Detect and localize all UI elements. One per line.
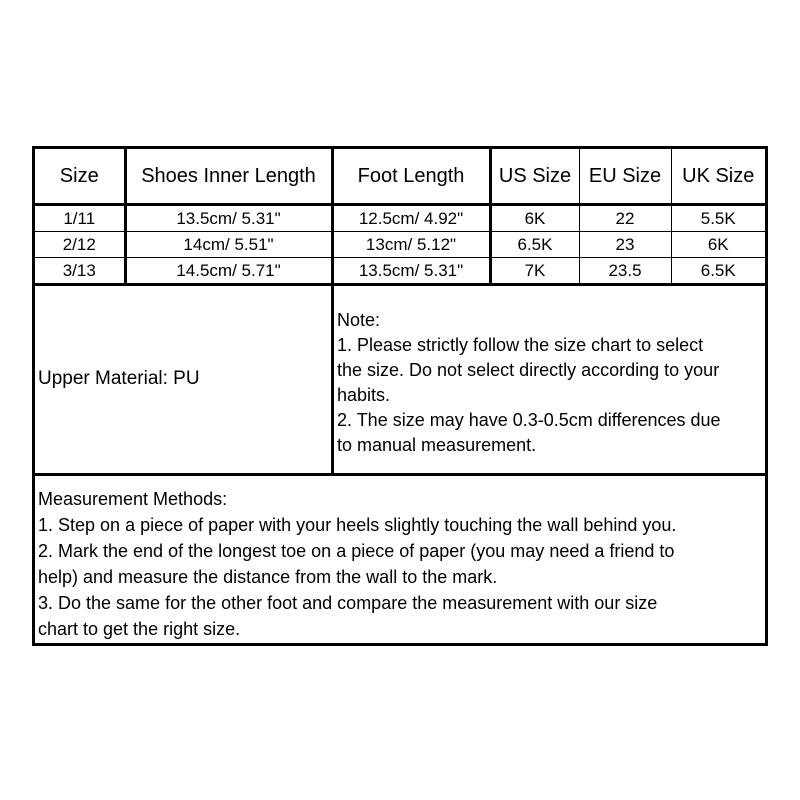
- methods-line: 1. Step on a piece of paper with your heels slightly touching the wall behind you.: [38, 515, 677, 535]
- table-row: [35, 232, 765, 258]
- cell-uk-size: 5.5K: [671, 205, 765, 232]
- cell-size: 3/13: [35, 258, 125, 284]
- cell-foot-length: 12.5cm/ 4.92": [332, 205, 490, 232]
- note-line: 2. The size may have 0.3-0.5cm differences due: [337, 410, 721, 430]
- header-inner-length: Shoes Inner Length: [125, 149, 332, 205]
- size-table: [35, 149, 765, 283]
- cell-us-size: 6.5K: [490, 232, 579, 258]
- note-line: 1. Please strictly follow the size chart to select: [337, 335, 704, 355]
- cell-foot-length: 13cm/ 5.12": [332, 232, 490, 258]
- cell-uk-size: 6.5K: [671, 258, 765, 284]
- size-chart: [32, 146, 768, 646]
- cell-eu-size: 23: [579, 232, 671, 258]
- methods-title: Measurement Methods:: [38, 489, 228, 509]
- methods-line: 3. Do the same for the other foot and compare the measurement with our size: [38, 593, 658, 613]
- cell-inner-length: 14.5cm/ 5.71": [125, 258, 332, 284]
- methods-line: help) and measure the distance from the wall to the mark.: [38, 567, 498, 587]
- note-block: [337, 308, 765, 458]
- material-note-section: [35, 283, 765, 476]
- methods-line: 2. Mark the end of the longest toe on a piece of paper (you may need a friend to: [38, 541, 675, 561]
- header-foot-length: Foot Length: [332, 149, 490, 205]
- cell-size: 2/12: [35, 232, 125, 258]
- table-header-row: [35, 149, 765, 205]
- cell-us-size: 6K: [490, 205, 579, 232]
- table-row: [35, 205, 765, 232]
- header-eu-size: EU Size: [579, 149, 671, 205]
- cell-size: 1/11: [35, 205, 125, 232]
- upper-material: Upper Material: PU: [38, 368, 200, 389]
- note-title: Note:: [337, 310, 381, 330]
- cell-uk-size: 6K: [671, 232, 765, 258]
- cell-inner-length: 13.5cm/ 5.31": [125, 205, 332, 232]
- cell-us-size: 7K: [490, 258, 579, 284]
- cell-eu-size: 22: [579, 205, 671, 232]
- methods-line: chart to get the right size.: [38, 619, 241, 639]
- header-uk-size: UK Size: [671, 149, 765, 205]
- measurement-methods: [38, 486, 763, 642]
- table-row: [35, 258, 765, 284]
- header-us-size: US Size: [490, 149, 579, 205]
- cell-eu-size: 23.5: [579, 258, 671, 284]
- header-size: Size: [35, 149, 125, 205]
- cell-inner-length: 14cm/ 5.51": [125, 232, 332, 258]
- note-line: the size. Do not select directly according to your: [337, 360, 720, 380]
- material-cell: [35, 286, 334, 473]
- note-line: to manual measurement.: [337, 435, 537, 455]
- cell-foot-length: 13.5cm/ 5.31": [332, 258, 490, 284]
- note-line: habits.: [337, 385, 391, 405]
